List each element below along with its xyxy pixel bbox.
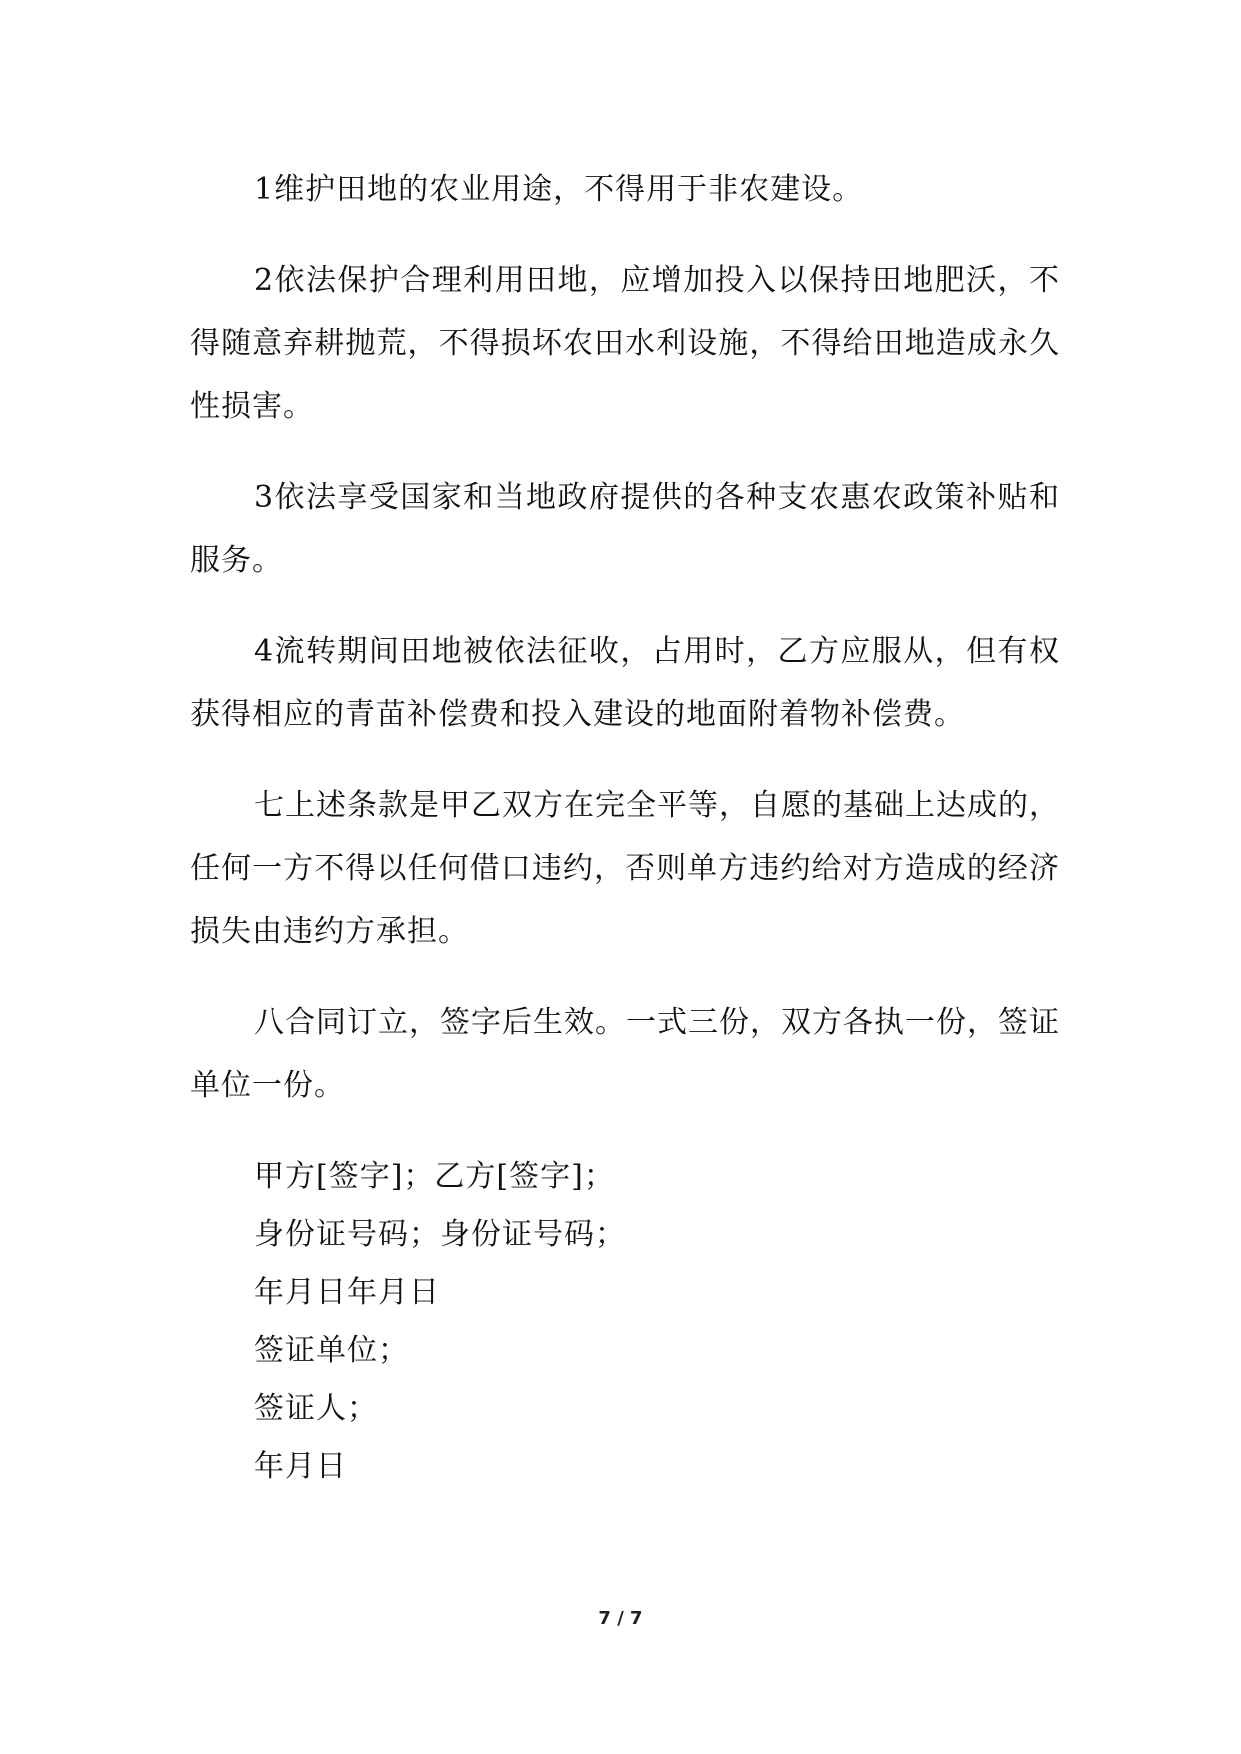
signature-parties-line: 甲方[签字]；乙方[签字]； xyxy=(254,1159,615,1194)
clause-3: 3依法享受国家和当地政府提供的各种支农惠农政策补贴和服务。 xyxy=(190,480,1060,578)
article-8: 八合同订立，签字后生效。一式三份，双方各执一份，签证单位一份。 xyxy=(190,1005,1060,1103)
page-number: 7 / 7 xyxy=(598,1608,643,1629)
document-body xyxy=(190,158,1060,1498)
article-7: 七上述条款是甲乙双方在完全平等，自愿的基础上达成的，任何一方不得以任何借口违约，否则单方违约给对方造成的经济损失由违约方承担。 xyxy=(190,788,1060,949)
notary-date-line: 年月日 xyxy=(254,1449,347,1484)
clause-1: 1维护田地的农业用途，不得用于非农建设。 xyxy=(254,172,864,207)
notary-person-line: 签证人； xyxy=(254,1391,378,1426)
id-number-line: 身份证号码；身份证号码； xyxy=(254,1217,626,1252)
signature-date-line: 年月日年月日 xyxy=(254,1275,440,1310)
clause-2: 2依法保护合理利用田地，应增加投入以保持田地肥沃，不得随意弃耕抛荒，不得损坏农田水利设施，不得给田地造成永久性损害。 xyxy=(190,263,1060,424)
clause-4: 4流转期间田地被依法征收，占用时，乙方应服从，但有权获得相应的青苗补偿费和投入建设的地面附着物补偿费。 xyxy=(190,634,1060,732)
notary-unit-line: 签证单位； xyxy=(254,1333,409,1368)
